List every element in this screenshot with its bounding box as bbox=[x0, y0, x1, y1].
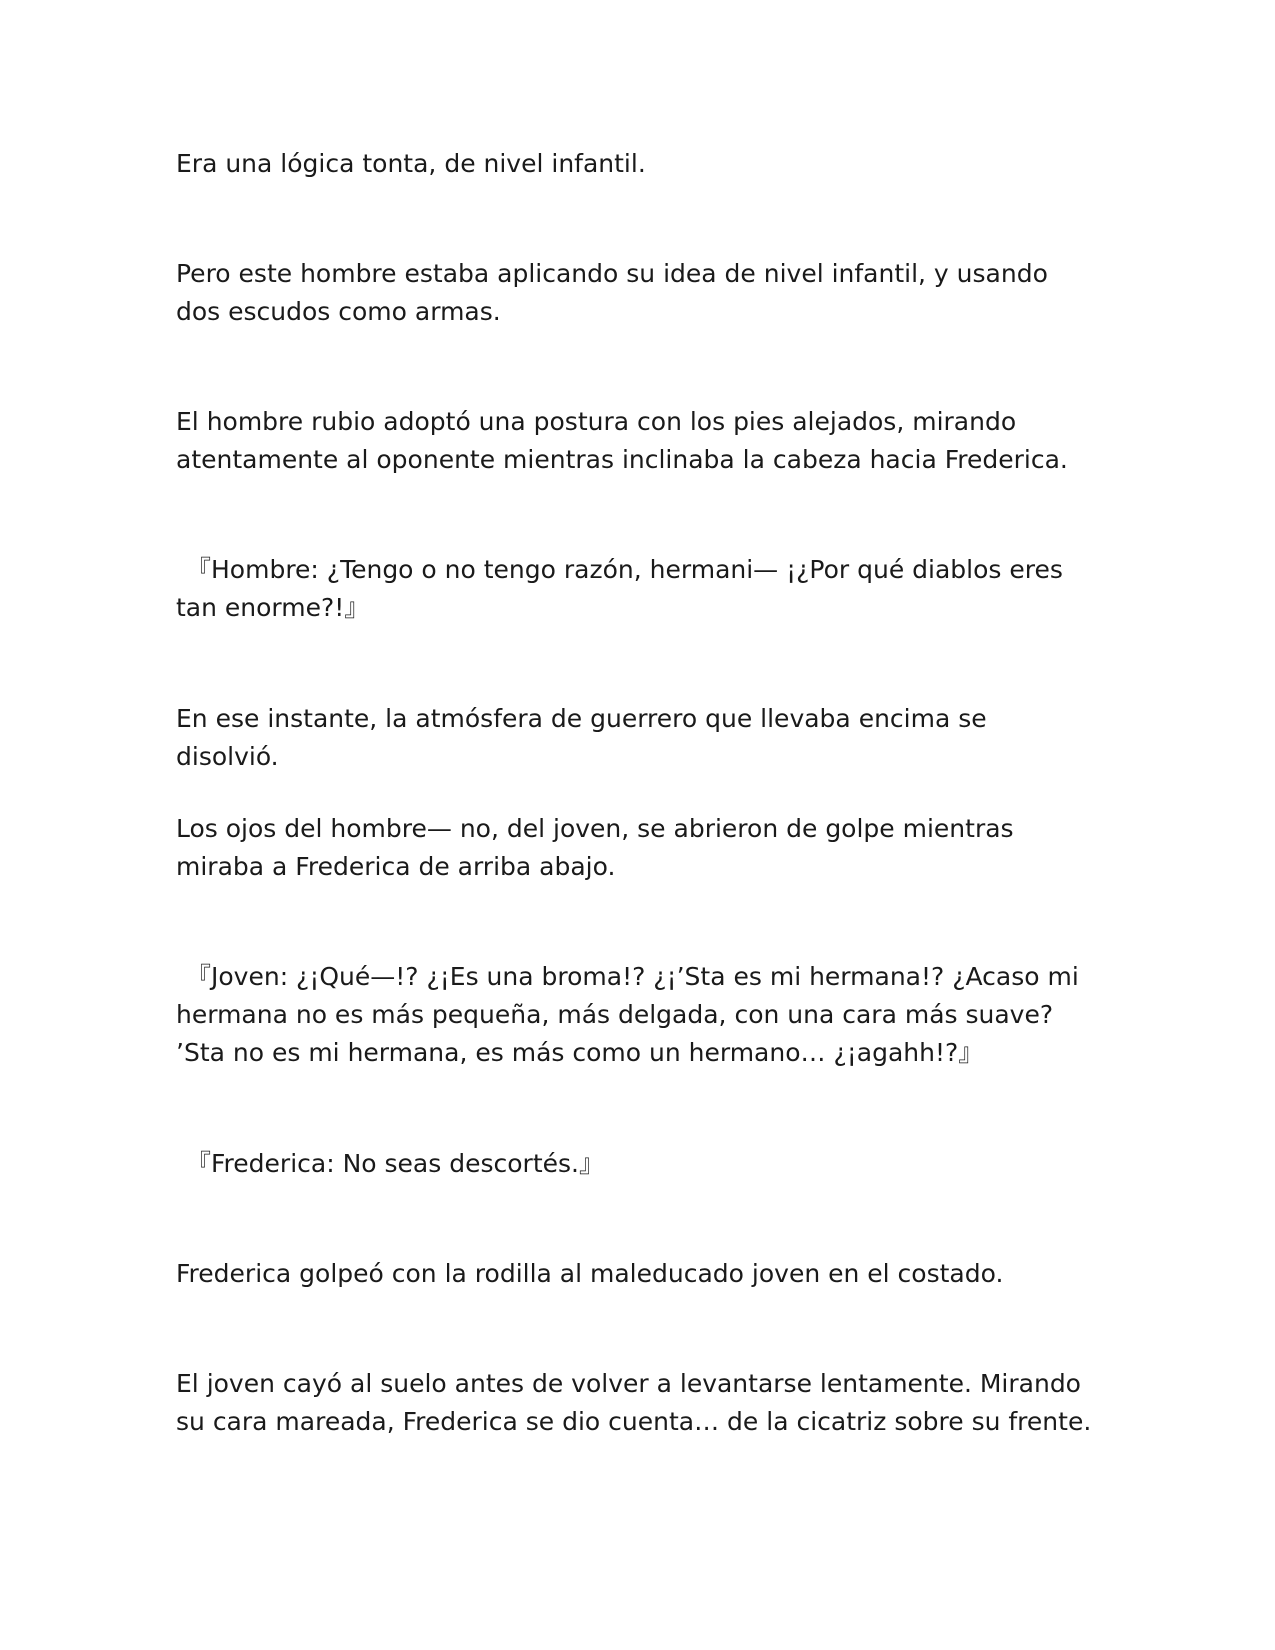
dialogue-frederica: 『Frederica: No seas descortés.』 bbox=[186, 1149, 604, 1178]
dialogue-joven: 『Joven: ¿¡Qué—!? ¿¡Es una broma!? ¿¡’Sta es mi hermana!? ¿Acaso mi hermana no es más pequeña, más delgada, con una cara más suave? ’Sta no es mi hermana, es más como un hermano… ¿¡agahh!?』 bbox=[176, 962, 1079, 1067]
paragraph-6: Los ojos del hombre— no, del joven, se abrieron de golpe mientras miraba a Frederica de arriba abajo. bbox=[176, 814, 1014, 881]
paragraph-3: El hombre rubio adoptó una postura con los pies alejados, mirando atentamente al oponente mientras inclinaba la cabeza hacia Frederica. bbox=[176, 407, 1068, 474]
paragraph-1: Era una lógica tonta, de nivel infantil. bbox=[176, 149, 646, 178]
paragraph-9: Frederica golpeó con la rodilla al maleducado joven en el costado. bbox=[176, 1259, 1004, 1288]
paragraph-5: En ese instante, la atmósfera de guerrero que llevaba encima se disolvió. bbox=[176, 704, 987, 771]
paragraph-10: El joven cayó al suelo antes de volver a levantarse lentamente. Mirando su cara mareada, Frederica se dio cuenta… de la cicatriz sobre su frente. bbox=[176, 1369, 1092, 1436]
paragraph-2: Pero este hombre estaba aplicando su idea de nivel infantil, y usando dos escudos como armas. bbox=[176, 259, 1048, 326]
dialogue-hombre: 『Hombre: ¿Tengo o no tengo razón, hermani— ¡¿Por qué diablos eres tan enorme?!』 bbox=[176, 555, 1063, 622]
